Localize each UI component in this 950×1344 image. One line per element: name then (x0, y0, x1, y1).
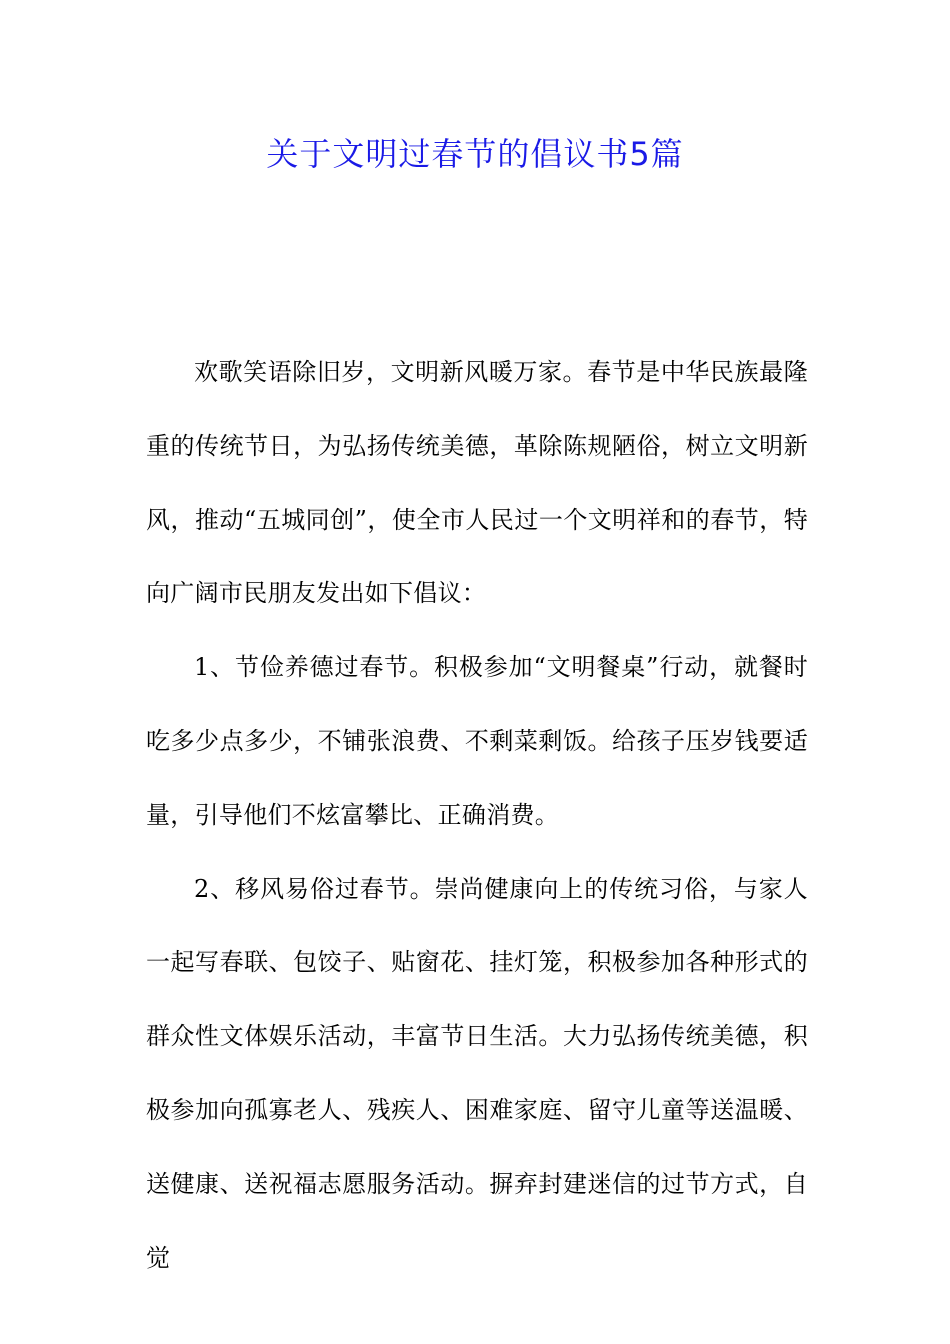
paragraph-item-2: 2、移风易俗过春节。崇尚健康向上的传统习俗，与家人一起写春联、包饺子、贴窗花、挂灯笼，积极参加各种形式的群众性文体娱乐活动，丰富节日生活。大力弘扬传统美德，积极参加向孤寡老人、残疾人、困难家庭、留守儿童等送温暖、送健康、送祝福志愿服务活动。摒弃封建迷信的过节方式，自觉 (146, 874, 808, 1272)
paragraph-intro: 欢歌笑语除旧岁，文明新风暖万家。春节是中华民族最隆重的传统节日，为弘扬传统美德，革除陈规陋俗，树立文明新风，推动“五城同创”，使全市人民过一个文明祥和的春节，特向广阔市民朋友发出如下倡议： (146, 358, 808, 608)
document-title: 关于文明过春节的倡议书5篇 (266, 135, 684, 173)
document-body (146, 336, 808, 1295)
paragraph-item-1: 1、节俭养德过春节。积极参加“文明餐桌”行动，就餐时吃多少点多少，不铺张浪费、不剩菜剩饭。给孩子压岁钱要适量，引导他们不炫富攀比、正确消费。 (146, 653, 808, 829)
